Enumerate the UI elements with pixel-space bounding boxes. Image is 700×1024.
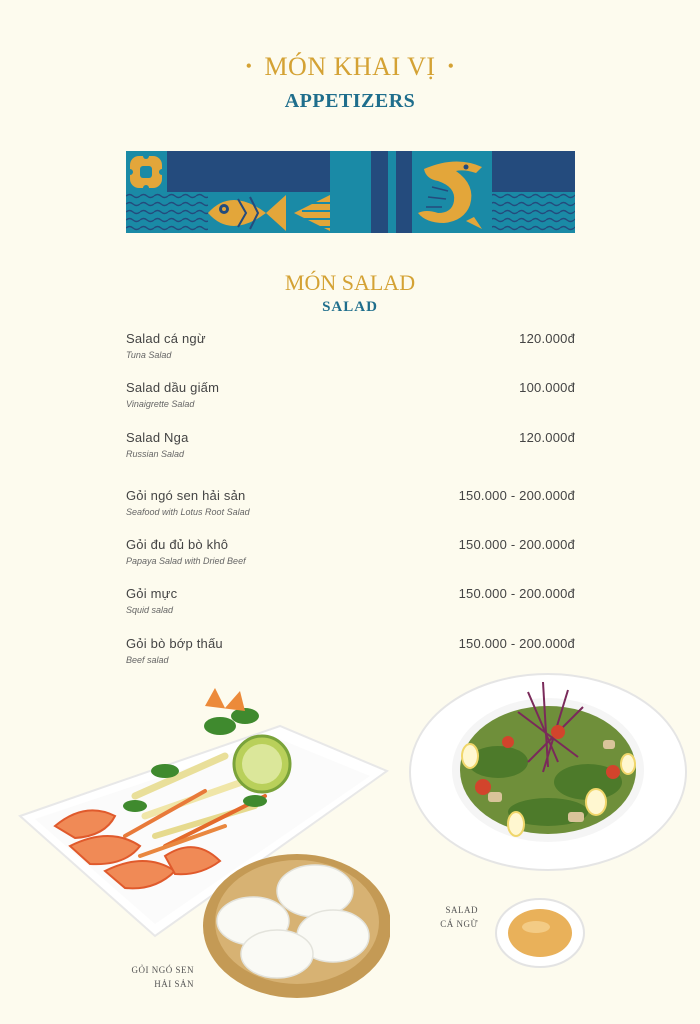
caption-line: HẢI SẢN [154, 979, 194, 989]
title-dot-left: • [245, 56, 253, 76]
menu-item [126, 636, 575, 665]
menu-item-price: 150.000 - 200.000đ [458, 488, 575, 503]
menu-item-english: Papaya Salad with Dried Beef [126, 556, 246, 566]
tuna-salad-photo [408, 672, 688, 872]
menu-item-name: Gỏi mực [126, 586, 178, 601]
menu-item-name: Salad cá ngừ [126, 331, 206, 346]
page-title [0, 52, 700, 82]
menu-item-name: Salad Nga [126, 430, 189, 445]
menu-item-price: 150.000 - 200.000đ [458, 636, 575, 651]
section-title: MÓN SALAD [284, 270, 416, 295]
page-title-vi: MÓN KHAI VỊ [264, 52, 436, 81]
menu-item [126, 586, 575, 615]
seafood-lotus-salad-photo [15, 686, 390, 1001]
photo-caption-tuna [420, 903, 478, 931]
menu-item [126, 430, 575, 459]
menu-item-english: Seafood with Lotus Root Salad [126, 507, 250, 517]
section-subtitle: SALAD [322, 299, 378, 315]
menu-item-english: Tuna Salad [126, 350, 172, 360]
menu-item-price: 150.000 - 200.000đ [458, 586, 575, 601]
flower-icon [127, 153, 165, 191]
menu-item [126, 380, 575, 409]
menu-item-english: Russian Salad [126, 449, 185, 459]
caption-line: CÁ NGỪ [440, 919, 478, 929]
menu-item-name: Gỏi ngó sen hải sản [126, 488, 246, 503]
page-subtitle: APPETIZERS [284, 90, 416, 112]
photo-caption-seafood [110, 963, 194, 991]
menu-item-name: Gỏi đu đủ bò khô [126, 537, 229, 552]
title-dot-right: • [447, 56, 455, 76]
menu-item-name: Gỏi bò bớp thấu [126, 636, 223, 651]
menu-item-price: 150.000 - 200.000đ [458, 537, 575, 552]
menu-item-price: 100.000đ [519, 380, 575, 395]
sauce-bowl-photo [494, 897, 586, 969]
menu-item [126, 537, 575, 566]
menu-item-price: 120.000đ [519, 430, 575, 445]
menu-item [126, 488, 575, 517]
menu-item-english: Squid salad [126, 605, 174, 615]
menu-item-price: 120.000đ [519, 331, 575, 346]
caption-line: GỎI NGÓ SEN [131, 965, 194, 975]
menu-item-name: Salad dầu giấm [126, 380, 220, 395]
menu-item-english: Beef salad [126, 655, 169, 665]
decorative-banner [126, 151, 575, 233]
caption-line: SALAD [445, 905, 478, 915]
menu-item [126, 331, 575, 360]
menu-item-english: Vinaigrette Salad [126, 399, 195, 409]
